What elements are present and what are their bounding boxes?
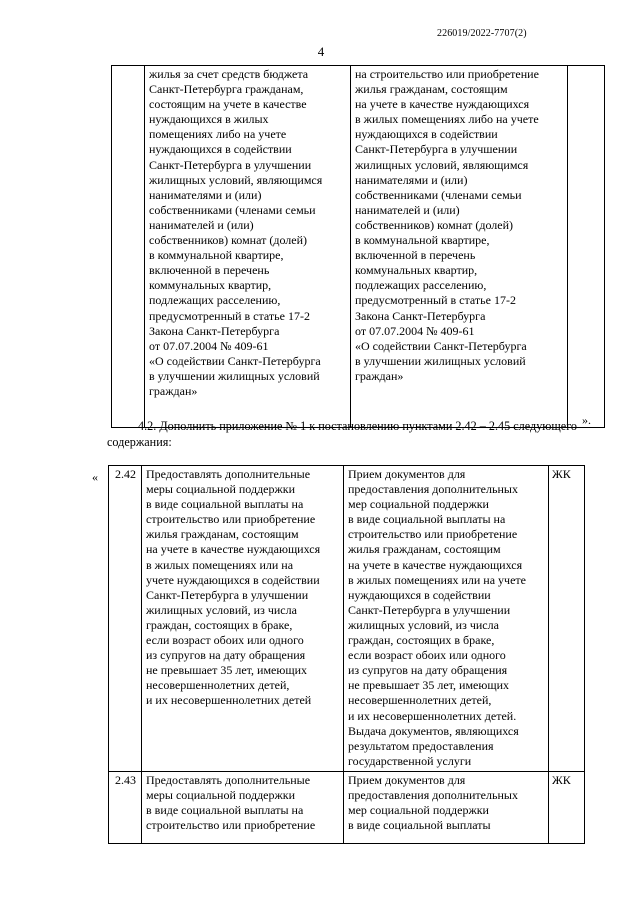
cell-line: Санкт-Петербурга гражданам, <box>149 82 304 97</box>
cell-line: граждан, состоящих в браке, <box>348 633 495 648</box>
item-code: ЖК <box>549 466 585 772</box>
cell-line: Санкт-Петербурга в улучшении <box>355 142 518 157</box>
cell-line: предусмотренный в статье 17-2 <box>355 293 516 308</box>
cell-line: «О содействии Санкт-Петербурга <box>355 338 527 353</box>
table-cell-empty <box>568 66 605 428</box>
cell-line: собственников) комнат (долей) <box>355 217 514 232</box>
cell-line: несовершеннолетних детей, <box>348 693 492 708</box>
cell-line: от 07.07.2004 № 409-61 <box>149 338 269 353</box>
cell-line: и их несовершеннолетних детей. <box>348 708 517 723</box>
cell-line: жилья за счет средств бюджета <box>149 67 309 81</box>
table-cell-action <box>351 66 568 428</box>
cell-line: строительство или приобретение <box>146 512 316 527</box>
cell-line: Санкт-Петербурга в улучшении <box>146 587 309 602</box>
cell-line: помещениях либо на учете <box>149 127 287 142</box>
cell-line: меры социальной поддержки <box>146 482 296 497</box>
cell-line: «О содействии Санкт-Петербурга <box>149 353 321 368</box>
cell-line: в коммунальной квартире, <box>149 248 284 263</box>
table-cell-service <box>145 66 351 428</box>
cell-line: коммунальных квартир, <box>149 278 272 293</box>
cell-line: результатом предоставления <box>348 738 494 753</box>
cell-line: на учете в качестве нуждающихся <box>355 97 530 112</box>
cell-line: нанимателями и (или) <box>149 187 262 202</box>
document-number: 226019/2022-7707(2) <box>437 28 527 39</box>
cell-line: в улучшении жилищных условий <box>149 368 320 383</box>
cell-line: нанимателями и (или) <box>355 172 468 187</box>
cell-line: мер социальной поддержки <box>348 803 489 818</box>
cell-line: строительство или приобретение <box>348 527 518 542</box>
cell-line: собственниками (членами семьи <box>355 187 522 202</box>
cell-line: нуждающихся в содействии <box>149 142 292 157</box>
cell-line: подлежащих расселению, <box>355 278 487 293</box>
cell-line: учете нуждающихся в содействии <box>146 572 320 587</box>
cell-line: жилья гражданам, состоящим <box>348 542 501 557</box>
cell-line: несовершеннолетних детей, <box>146 678 290 693</box>
cell-line: нанимателей и (или) <box>355 202 460 217</box>
opening-quote-mark: « <box>92 470 98 484</box>
table-cell-empty <box>112 66 145 428</box>
cell-line: строительство или приобретение <box>146 818 316 833</box>
paragraph-line: содержания: <box>107 435 172 449</box>
cell-line: включенной в перечень <box>355 248 476 263</box>
cell-line: Санкт-Петербурга в улучшении <box>348 602 511 617</box>
cell-line: государственной услуги <box>348 753 472 768</box>
cell-line: Прием документов для <box>348 467 466 481</box>
cell-line: в жилых помещениях или на <box>146 557 294 572</box>
table-cell-action <box>344 466 549 772</box>
cell-line: из супругов на дату обращения <box>146 648 306 663</box>
cell-line: Предоставлять дополнительные <box>146 773 311 787</box>
cell-line: в виде социальной выплаты на <box>146 497 304 512</box>
cell-line: и их несовершеннолетних детей <box>146 693 312 708</box>
cell-line: из супругов на дату обращения <box>348 663 508 678</box>
amendment-paragraph <box>108 418 602 450</box>
table-cell-service <box>142 466 344 772</box>
cell-line: подлежащих расселению, <box>149 293 281 308</box>
table-cell-action <box>344 772 549 844</box>
cell-line: Санкт-Петербурга в улучшении <box>149 157 312 172</box>
cell-line: Выдача документов, являющихся <box>348 723 519 738</box>
item-number: 2.42 <box>109 466 142 772</box>
cell-line: Закона Санкт-Петербурга <box>355 308 486 323</box>
cell-line: жилищных условий, являющимся <box>355 157 529 172</box>
cell-line: граждан» <box>149 383 198 398</box>
cell-line: нанимателей и (или) <box>149 217 254 232</box>
cell-line: в улучшении жилищных условий <box>355 353 526 368</box>
new-items-table <box>108 465 585 844</box>
cell-line: состоящим на учете в качестве <box>149 97 307 112</box>
cell-line: включенной в перечень <box>149 263 270 278</box>
cell-line: нуждающихся в жилых <box>149 112 269 127</box>
paragraph-line: 4.2. Дополнить приложение № 1 к постановлению пунктами 2.42 – 2.45 следующего <box>138 419 577 433</box>
cell-line: предоставления дополнительных <box>348 788 518 803</box>
cell-line: жилья гражданам, состоящим <box>146 527 299 542</box>
cell-line: нуждающихся в содействии <box>348 587 491 602</box>
cell-line: предоставления дополнительных <box>348 482 518 497</box>
cell-line: предусмотренный в статье 17-2 <box>149 308 310 323</box>
cell-line: жилищных условий, из числа <box>348 617 499 632</box>
cell-line: собственниками (членами семьи <box>149 202 316 217</box>
cell-line: если возраст обоих или одного <box>146 633 304 648</box>
cell-line: Закона Санкт-Петербурга <box>149 323 280 338</box>
cell-line: мер социальной поддержки <box>348 497 489 512</box>
page-number: 4 <box>317 44 325 59</box>
table-cell-service <box>142 772 344 844</box>
cell-line: на учете в качестве нуждающихся <box>348 557 523 572</box>
cell-line: если возраст обоих или одного <box>348 648 506 663</box>
cell-line: граждан, состоящих в браке, <box>146 617 293 632</box>
cell-line: в жилых помещениях либо на учете <box>355 112 539 127</box>
cell-line: меры социальной поддержки <box>146 788 296 803</box>
cell-line: Прием документов для <box>348 773 466 787</box>
cell-line: Предоставлять дополнительные <box>146 467 311 481</box>
cell-line: собственников) комнат (долей) <box>149 233 308 248</box>
cell-line: жилья гражданам, состоящим <box>355 82 508 97</box>
cell-line: в виде социальной выплаты на <box>348 512 506 527</box>
closing-quote-mark: ». <box>582 413 591 427</box>
cell-line: жилищных условий, из числа <box>146 602 297 617</box>
cell-line: не превышает 35 лет, имеющих <box>146 663 307 678</box>
cell-line: не превышает 35 лет, имеющих <box>348 678 509 693</box>
cell-line: в жилых помещениях или на учете <box>348 572 526 587</box>
table-row <box>109 466 585 772</box>
cell-line: в коммунальной квартире, <box>355 233 490 248</box>
item-code: ЖК <box>549 772 585 844</box>
cell-line: в виде социальной выплаты на <box>146 803 304 818</box>
cell-line: жилищных условий, являющимся <box>149 172 323 187</box>
table-row <box>112 66 605 428</box>
cell-line: нуждающихся в содействии <box>355 127 498 142</box>
cell-line: на учете в качестве нуждающихся <box>146 542 321 557</box>
table-row <box>109 772 585 844</box>
continuation-table <box>111 65 605 428</box>
cell-line: от 07.07.2004 № 409-61 <box>355 323 475 338</box>
cell-line: на строительство или приобретение <box>355 67 539 81</box>
cell-line: в виде социальной выплаты <box>348 818 491 833</box>
item-number: 2.43 <box>109 772 142 844</box>
cell-line: коммунальных квартир, <box>355 263 478 278</box>
cell-line: граждан» <box>355 368 404 383</box>
